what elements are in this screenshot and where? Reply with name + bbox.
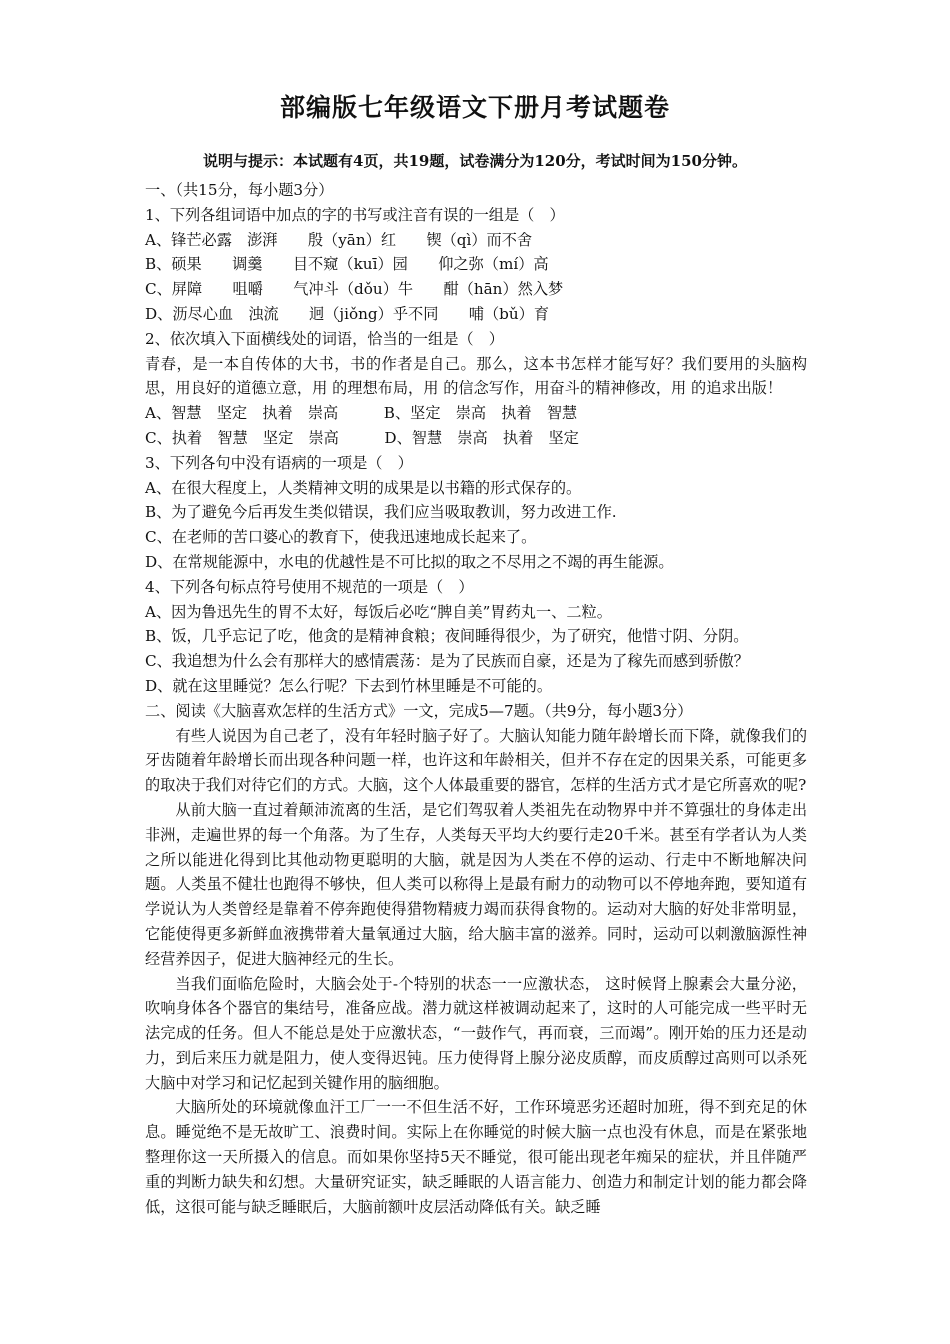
- page-title: 部编版七年级语文下册月考试题卷: [279, 93, 670, 122]
- exam-content: [145, 178, 807, 1219]
- question-3: [145, 451, 807, 575]
- section-2-header: 二、阅读《大脑喜欢怎样的生活方式》一文，完成5—7题。（共9分，每小题3分）: [145, 701, 693, 720]
- question-1: [145, 203, 807, 327]
- question-2-passage: 青春，是一本自传体的大书，书的作者是自己。那么，这本书怎样才能写好？我们要用的头脑构思，用良好的道德立意，用 的理想布局，用 的信念写作，用奋斗的精神修改，用 的追求出版！: [145, 354, 807, 398]
- question-2-options-cd: C、执着 智慧 坚定 崇高 D、智慧 崇高 执着 坚定: [145, 428, 579, 447]
- passage-paragraph: 有些人说因为自己老了，没有年轻时脑子好了。大脑认知能力随年龄增长而下降，就像我们的牙齿随着年龄增长而出现各种问题一样，也许这和年龄相关，但并不存在定的因果关系，可能更多的取决于我们对待它们的方式。大脑，这个人体最重要的器官，怎样的生活方式才是它所喜欢的呢?: [145, 726, 807, 795]
- section-1-header: 一、（共15分，每小题3分）: [145, 181, 334, 199]
- question-3-stem: 3、下列各句中没有语病的一项是（ ）: [145, 453, 413, 472]
- question-3-option-b: B、为了避免今后再发生类似错误，我们应当吸取教训，努力改进工作.: [145, 503, 617, 522]
- question-1-option-c: C、屏障 咀嚼 气冲斗（dǒu）牛 酣（hān）然入梦: [145, 280, 564, 299]
- passage-paragraph: 大脑所处的环境就像血汗工厂一一不但生活不好，工作环境恶劣还超时加班，得不到充足的休息。睡觉绝不是无故旷工、浪费时间。实际上在你睡觉的时候大脑一点也没有休息，而是在紧张地整理你这一天所摄入的信息。而如果你坚持5天不睡觉，很可能出现老年痴呆的症状，并且伴随严重的判断力缺失和幻想。大量研究证实，缺乏睡眠的人语言能力、创造力和制定计划的能力都会降低，这很可能与缺乏睡眠后，大脑前额叶皮层活动降低有关。缺乏睡: [145, 1098, 807, 1216]
- question-3-option-d: D、在常规能源中，水电的优越性是不可比拟的取之不尽用之不竭的再生能源。: [145, 552, 674, 571]
- passage-paragraph: 从前大脑一直过着颠沛流离的生活，是它们驾驭着人类祖先在动物界中并不算强壮的身体走出非洲，走遍世界的每一个角落。为了生存，人类每天平均大约要行走20千米。甚至有学者认为人类之所以能进化得到比其他动物更聪明的大脑，就是因为人类在不停的运动、行走中不断地解决问题。人类虽不健壮也跑得不够快，但人类可以称得上是最有耐力的动物可以不停地奔跑，要知道有学说认为人类曾经是靠着不停奔跑使得猎物精疲力竭而获得食物的。运动对大脑的好处非常明显，它能使得更多新鲜血液携带着大量氧通过大脑，给大脑丰富的滋养。同时，运动可以刺激脑源性神经营养因子，促进大脑神经元的生长。: [145, 800, 807, 968]
- question-2-options-ab: A、智慧 坚定 执着 崇高 B、坚定 崇高 执着 智慧: [145, 404, 578, 423]
- exam-instructions: 说明与提示：本试题有4页，共19题，试卷满分为120分，考试时间为150分钟。: [203, 152, 747, 170]
- question-1-stem: 1、下列各组词语中加点的字的书写或注音有误的一组是（ ）: [145, 205, 565, 224]
- question-4-option-a: A、因为鲁迅先生的胃不太好，每饭后必吃“脾自美”胃药丸一、二粒。: [145, 602, 612, 621]
- question-1-option-b: B、硕果 调羹 目不窥（kuī）园 仰之弥（mí）高: [145, 255, 549, 274]
- reading-passage: [145, 724, 807, 1220]
- question-4-option-b: B、饭，几乎忘记了吃，他贪的是精神食粮；夜间睡得很少，为了研究，他惜寸阴、分阴。: [145, 627, 749, 646]
- question-4: [145, 575, 807, 699]
- question-3-option-c: C、在老师的苦口婆心的教育下，使我迅速地成长起来了。: [145, 528, 537, 547]
- passage-paragraph: 当我们面临危险时，大脑会处于-个特别的状态一一应激状态， 这时候肾上腺素会大量分泌，吹响身体各个器官的集结号，准备应战。潜力就这样被调动起来了，这时的人可能完成一些平时无法完成的任务。但人不能总是处于应激状态，“一鼓作气，再而衰，三而竭”。刚开始的压力还是动力，到后来压力就是阻力，使人变得迟钝。压力使得肾上腺分泌皮质醇，而皮质醇过高则可以杀死大脑中对学习和记忆起到关键作用的脑细胞。: [145, 974, 807, 1092]
- question-4-stem: 4、下列各句标点符号使用不规范的一项是（ ）: [145, 577, 474, 596]
- question-3-option-a: A、在很大程度上，人类精神文明的成果是以书籍的形式保存的。: [145, 478, 582, 497]
- question-4-option-d: D、就在这里睡觉？怎么行呢？下去到竹林里睡是不可能的。: [145, 676, 553, 695]
- question-1-option-d: D、沥尽心血 浊流 迥（jiǒng）乎不同 哺（bǔ）育: [145, 304, 550, 323]
- question-4-option-c: C、我追想为什么会有那样大的感情震荡：是为了民族而自豪，还是为了稼先而感到骄傲？: [145, 652, 749, 671]
- question-2-stem: 2、依次填入下面横线处的词语，恰当的一组是（ ）: [145, 329, 504, 348]
- question-2: [145, 327, 807, 451]
- question-1-option-a: A、锋芒必露 澎湃 殷（yān）红 锲（qì）而不舍: [145, 230, 533, 249]
